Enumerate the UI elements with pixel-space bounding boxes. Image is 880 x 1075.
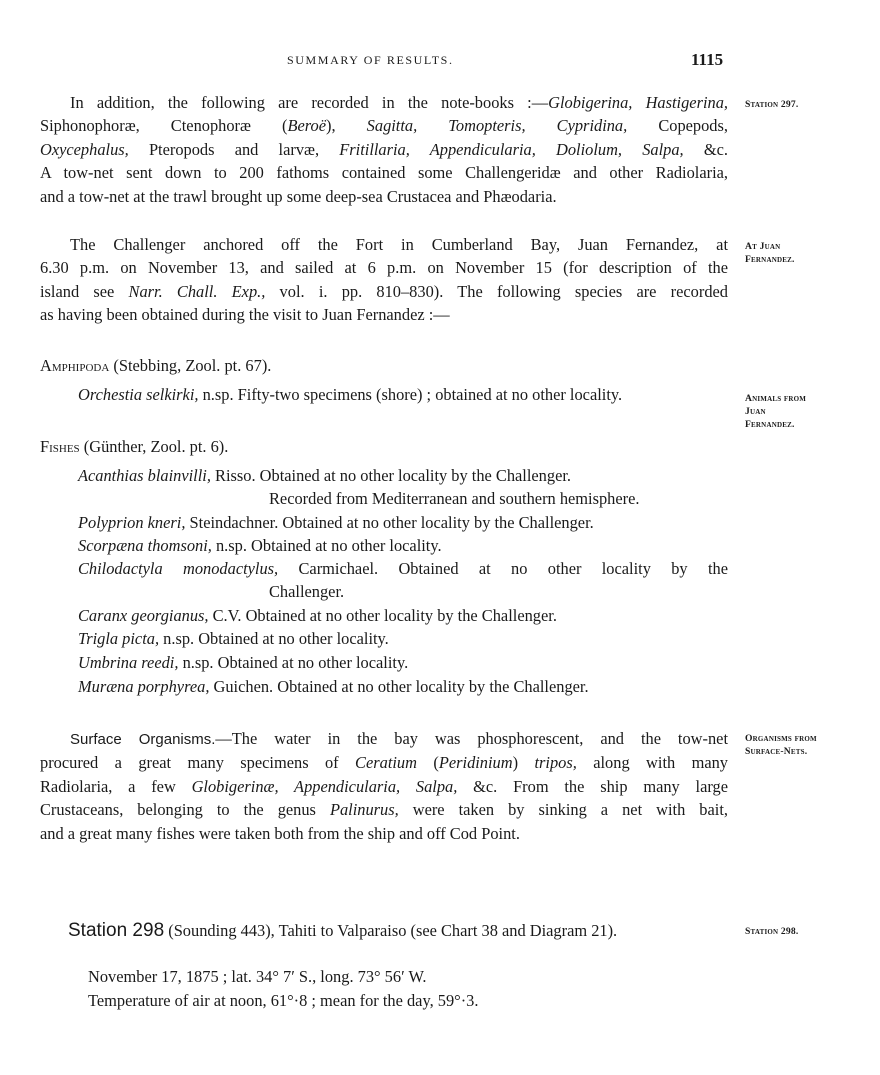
- species-name: Scorpæna thomsoni,: [78, 536, 212, 555]
- text-run: In addition, the following are recorded in the note-books :—: [70, 93, 549, 112]
- species-name: Acanthias blainvilli,: [78, 466, 211, 485]
- species-note: Risso. Obtained at no other locality by the Challenger.: [210, 466, 572, 485]
- species-entry: [78, 511, 728, 534]
- text-line: [40, 114, 728, 137]
- margin-note-organisms-from-surface-nets: [745, 732, 817, 758]
- species-note: Guichen. Obtained at no other locality by the Challenger.: [209, 677, 589, 696]
- group-name: Amphipoda: [40, 356, 110, 375]
- text-run: Copepods,: [627, 116, 728, 136]
- text-line: [40, 280, 728, 303]
- text-run: island see: [40, 281, 129, 301]
- text-run: along with many: [576, 753, 729, 773]
- taxon-name: Oxycephalus,: [40, 139, 129, 159]
- paragraph-surface-organisms: [40, 727, 728, 845]
- margin-line: At Juan: [745, 241, 781, 252]
- taxon-name: Globigerinæ, Appendicularia, Salpa,: [191, 776, 458, 796]
- text-run: ),: [326, 116, 367, 136]
- section-heading-fishes: [40, 435, 228, 458]
- text-run: (Günther, Zool. pt. 6).: [79, 437, 229, 456]
- margin-line: Fernandez.: [745, 419, 795, 430]
- species-entry: [78, 557, 728, 580]
- taxon-name: Ceratium: [355, 753, 417, 773]
- text-line: and a tow-net at the trawl brought up some deep-sea Crustacea and Phæodaria.: [40, 186, 557, 206]
- text-line: 6.30 p.m. on November 13, and sailed at 6 p.m. on November 15 (for description of the: [40, 258, 728, 278]
- text-run: Crustaceans, belonging to the genus: [40, 800, 330, 820]
- species-note: Carmichael. Obtained at no other locality by the: [278, 559, 728, 578]
- citation: Narr. Chall. Exp.,: [128, 281, 266, 301]
- text-line: [40, 798, 728, 821]
- species-name: Muræna porphyrea,: [78, 677, 210, 696]
- text-line: A tow-net sent down to 200 fathoms contained some Challengeridæ and other Radiolaria,: [40, 163, 728, 183]
- margin-line: Surface-Nets.: [745, 746, 808, 757]
- species-note: n.sp. Obtained at no other locality.: [159, 629, 389, 648]
- species-entry: [78, 534, 728, 557]
- taxon-name: Sagitta, Tomopteris, Cypridina,: [366, 116, 628, 136]
- paragraph-note-books: [40, 91, 728, 208]
- species-note: C.V. Obtained at no other locality by the Challenger.: [208, 606, 557, 625]
- species-note-continuation: Recorded from Mediterranean and southern hemisphere.: [269, 489, 640, 508]
- species-entry: [78, 604, 728, 627]
- observation-line-position: November 17, 1875 ; lat. 34° 7′ S., long. 73° 56′ W.: [88, 967, 427, 986]
- margin-line: Juan: [745, 406, 766, 417]
- margin-line: Organisms from: [745, 733, 817, 744]
- running-header: SUMMARY OF RESULTS.: [287, 53, 454, 67]
- species-name: Trigla picta,: [78, 629, 160, 648]
- species-entry: [78, 627, 728, 650]
- text-run: &c.: [683, 139, 728, 159]
- text-run: Siphonophoræ, Ctenophoræ (: [40, 116, 288, 136]
- text-line: and a great many fishes were taken both from the ship and off Cod Point.: [40, 823, 520, 843]
- text-run: (Stebbing, Zool. pt. 67).: [109, 356, 272, 375]
- text-line: [40, 775, 728, 798]
- station-title: Station 298: [68, 920, 165, 941]
- margin-note-station-297: Station 297.: [745, 99, 799, 110]
- text-run: Pteropods and larvæ,: [128, 139, 340, 159]
- page-number: 1115: [691, 50, 724, 69]
- text-run: Radiolaria, a few: [40, 776, 192, 796]
- margin-line: Fernandez.: [745, 254, 795, 265]
- species-entry: [78, 464, 728, 487]
- species-entry: [78, 675, 728, 698]
- text-line: [40, 138, 728, 161]
- species-name: Caranx georgianus,: [78, 606, 209, 625]
- species-name: Chilodactyla monodactylus,: [78, 559, 279, 578]
- species-name: Polyprion kneri,: [78, 513, 186, 532]
- text-run: vol. i. pp. 810–830). The following species are recorded: [265, 281, 728, 301]
- taxon-name: tripos,: [534, 753, 577, 773]
- text-run: procured a great many specimens of: [40, 753, 356, 773]
- species-entry: [78, 383, 728, 406]
- section-heading-amphipoda: [40, 354, 271, 377]
- text-line: [40, 751, 728, 774]
- species-note: Steindachner. Obtained at no other locality by the Challenger.: [185, 513, 594, 532]
- text-run: —The water in the bay was phosphorescent, and the tow-net: [215, 729, 728, 748]
- species-note: n.sp. Obtained at no other locality.: [211, 536, 442, 555]
- species-name: Umbrina reedi,: [78, 653, 179, 672]
- paragraph-title: Surface Organisms.: [70, 731, 216, 748]
- text-line: as having been obtained during the visit to Juan Fernandez :—: [40, 305, 450, 325]
- species-note-continuation: Challenger.: [269, 582, 345, 601]
- taxon-name: Beroë: [287, 116, 327, 136]
- species-entry: [78, 651, 728, 674]
- group-name: Fishes: [40, 437, 80, 456]
- observation-line-temperature: Temperature of air at noon, 61°·8 ; mean for the day, 59°·3.: [88, 991, 479, 1010]
- margin-line: Animals from: [745, 393, 807, 404]
- species-name: Orchestia selkirki,: [78, 385, 199, 404]
- species-note: n.sp. Obtained at no other locality.: [178, 653, 409, 672]
- text-run: were taken by sinking a net with bait,: [398, 800, 728, 820]
- text-line: [40, 91, 728, 114]
- text-line: The Challenger anchored off the Fort in Cumberland Bay, Juan Fernandez, at: [70, 235, 728, 254]
- margin-note-at-juan-fernandez: [745, 240, 795, 266]
- station-298-heading: [68, 920, 617, 942]
- text-line: [40, 727, 728, 751]
- margin-note-animals-from-juan-fernandez: [745, 392, 806, 431]
- text-run: &c. From the ship many large: [457, 776, 728, 796]
- taxon-name: Fritillaria, Appendicularia, Doliolum, Salpa,: [339, 139, 684, 159]
- species-note: n.sp. Fifty-two specimens (shore) ; obtained at no other locality.: [198, 385, 623, 404]
- taxon-name: Globigerina, Hastigerina,: [548, 93, 728, 112]
- text-run: ): [512, 753, 535, 773]
- text-run: (: [416, 753, 439, 773]
- station-description: (Sounding 443), Tahiti to Valparaiso (see Chart 38 and Diagram 21).: [164, 921, 618, 940]
- taxon-name: Palinurus,: [329, 800, 399, 820]
- paragraph-juan-fernandez: [40, 233, 728, 327]
- taxon-name: Peridinium: [438, 753, 513, 773]
- margin-note-station-298: Station 298.: [745, 926, 799, 937]
